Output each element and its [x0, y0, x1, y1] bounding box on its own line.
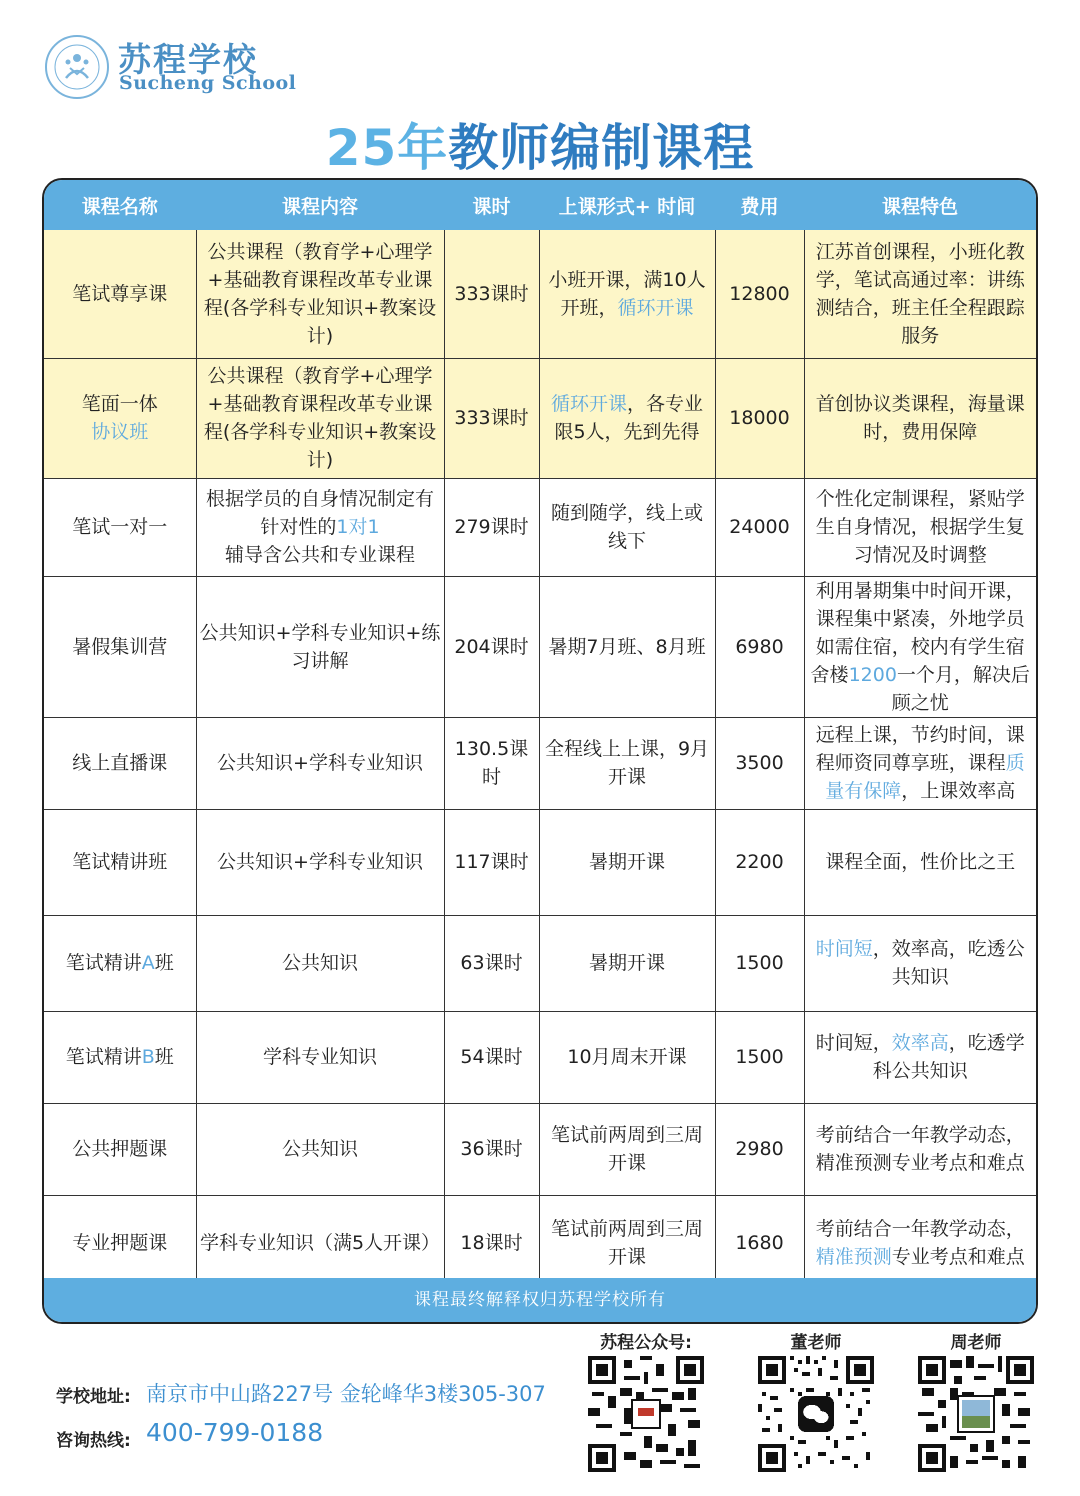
course-hours: 204课时 [444, 576, 539, 717]
course-content: 公共知识+学科专业知识+练习讲解 [196, 576, 444, 717]
course-content [196, 478, 444, 576]
feature-highlight: 时间短 [815, 938, 873, 960]
course-hours: 18课时 [444, 1195, 539, 1291]
table-row [44, 1011, 1036, 1103]
content-text: 辅导含公共和专业课程 [224, 544, 415, 566]
course-hours: 63课时 [444, 915, 539, 1011]
course-name [44, 358, 196, 478]
course-name: 专业押题课 [44, 1195, 196, 1291]
header-cell: 课程内容 [196, 180, 444, 230]
header-cell: 课时 [444, 180, 539, 230]
course-name: 公共押题课 [44, 1103, 196, 1195]
school-logo-icon [44, 34, 110, 100]
course-fee: 1680 [715, 1195, 804, 1291]
course-feature [804, 915, 1036, 1011]
course-fee: 1500 [715, 1011, 804, 1103]
course-feature [804, 576, 1036, 717]
header-cell: 课程名称 [44, 180, 196, 230]
feature-text: ，吃透学科公共知识 [872, 1032, 1025, 1082]
course-feature [804, 717, 1036, 809]
course-name [44, 915, 196, 1011]
course-content: 公共知识 [196, 1103, 444, 1195]
course-hours: 117课时 [444, 809, 539, 915]
course-format: 随到随学，线上或线下 [539, 478, 715, 576]
title-rest: 教师编制课程 [448, 119, 755, 177]
course-content: 公共课程（教育学+心理学+基础教育课程改革专业课程(各学科专业知识+教案设计) [196, 358, 444, 478]
name-text: 班 [154, 1046, 174, 1068]
header-cell: 课程特色 [804, 180, 1036, 230]
feature-highlight: 1200 [848, 663, 897, 686]
table-row [44, 1103, 1036, 1195]
address-label: 学校地址: [56, 1387, 131, 1407]
course-format: 全程线上上课，9月开课 [539, 717, 715, 809]
name-text: 笔试精讲 [65, 952, 142, 974]
course-name: 笔试尊享课 [44, 230, 196, 358]
course-content: 公共课程（教育学+心理学+基础教育课程改革专业课程(各学科专业知识+教案设计) [196, 230, 444, 358]
course-name: 暑假集训营 [44, 576, 196, 717]
content-highlight: 1对1 [336, 516, 380, 538]
table-row [44, 576, 1036, 717]
course-fee: 1500 [715, 915, 804, 1011]
name-text: 笔面一体 [81, 393, 158, 415]
course-format: 笔试前两周到三周开课 [539, 1195, 715, 1291]
course-format: 暑期开课 [539, 809, 715, 915]
feature-text: ，上课效率高 [901, 780, 1016, 802]
phone-value: 400-799-0188 [146, 1418, 324, 1447]
feature-text: 利用暑期集中时间开课，课程集中紧凑，外地学员如需住宿，校内有学生宿舍楼 [810, 579, 1025, 686]
qr-code-icon[interactable] [588, 1356, 704, 1472]
course-hours: 333课时 [444, 358, 539, 478]
course-fee: 2200 [715, 809, 804, 915]
course-name: 笔试一对一 [44, 478, 196, 576]
course-fee: 2980 [715, 1103, 804, 1195]
course-hours: 36课时 [444, 1103, 539, 1195]
course-name [44, 1011, 196, 1103]
page-title [0, 108, 1080, 180]
table-footer: 课程最终解释权归苏程学校所有 [44, 1278, 1036, 1322]
course-hours: 54课时 [444, 1011, 539, 1103]
course-content: 公共知识 [196, 915, 444, 1011]
course-table [42, 178, 1038, 1324]
course-hours: 130.5课时 [444, 717, 539, 809]
course-content: 学科专业知识 [196, 1011, 444, 1103]
feature-text: 时间短， [815, 1032, 892, 1054]
table-row [44, 358, 1036, 478]
qr-code-icon[interactable] [758, 1356, 874, 1472]
name-highlight: B [141, 1046, 155, 1068]
course-feature: 考前结合一年教学动态，精准预测专业考点和难点 [804, 1103, 1036, 1195]
course-content: 公共知识+学科专业知识 [196, 717, 444, 809]
feature-text: 远程上课，节约时间，课程师资同尊享班，课程 [815, 724, 1025, 774]
table-header-row [44, 180, 1036, 230]
feature-text: 专业考点和难点 [891, 1246, 1025, 1269]
qr-label-teacher2: 周老师 [950, 1333, 1002, 1353]
course-name: 线上直播课 [44, 717, 196, 809]
name-highlight: A [141, 952, 155, 974]
course-name: 笔试精讲班 [44, 809, 196, 915]
header-cell: 费用 [715, 180, 804, 230]
format-text: 小班开课，满10人开班， [548, 268, 706, 319]
course-feature: 课程全面，性价比之王 [804, 809, 1036, 915]
course-hours: 279课时 [444, 478, 539, 576]
format-highlight: 循环开课 [550, 393, 627, 415]
brand-name-en: Sucheng School [119, 72, 297, 94]
course-format: 暑期7月班、8月班 [539, 576, 715, 717]
course-feature [804, 1195, 1036, 1291]
address-value: 南京市中山路227号 金轮峰华3楼305-307 [146, 1382, 546, 1406]
title-year: 25年 [325, 119, 449, 177]
format-text: ，各专业限5人，先到先得 [554, 393, 704, 443]
table-row [44, 1195, 1036, 1291]
course-feature: 江苏首创课程，小班化教学，笔试高通过率：讲练测结合，班主任全程跟踪服务 [804, 230, 1036, 358]
course-format: 笔试前两周到三周开课 [539, 1103, 715, 1195]
course-fee: 12800 [715, 230, 804, 358]
course-fee: 6980 [715, 576, 804, 717]
format-highlight: 循环开课 [617, 296, 694, 319]
feature-text: 一个月，解决后顾之忧 [891, 663, 1030, 714]
table-row [44, 809, 1036, 915]
table-row [44, 717, 1036, 809]
course-fee: 3500 [715, 717, 804, 809]
feature-text: 考前结合一年教学动态， [815, 1218, 1025, 1241]
feature-highlight: 质量有保障 [825, 752, 1025, 802]
name-highlight: 协议班 [91, 421, 149, 443]
content-text: 根据学员的自身情况制定有针对性的 [205, 488, 434, 538]
name-text: 笔试精讲 [65, 1046, 142, 1068]
course-format: 10月周末开课 [539, 1011, 715, 1103]
table-row [44, 230, 1036, 358]
course-feature: 首创协议类课程，海量课时，费用保障 [804, 358, 1036, 478]
feature-highlight: 效率高 [891, 1032, 949, 1054]
course-format: 暑期开课 [539, 915, 715, 1011]
table-row [44, 915, 1036, 1011]
header-cell: 上课形式+ 时间 [539, 180, 715, 230]
course-feature [804, 1011, 1036, 1103]
course-feature: 个性化定制课程，紧贴学生自身情况，根据学生复习情况及时调整 [804, 478, 1036, 576]
phone-label: 咨询热线: [56, 1431, 131, 1451]
course-fee: 24000 [715, 478, 804, 576]
course-fee: 18000 [715, 358, 804, 478]
qr-label-teacher1: 董老师 [790, 1333, 842, 1353]
course-format [539, 358, 715, 478]
feature-highlight: 精准预测 [815, 1246, 892, 1269]
course-content: 学科专业知识（满5人开课） [196, 1195, 444, 1291]
qr-label-public: 苏程公众号: [600, 1333, 692, 1353]
name-text: 班 [154, 952, 174, 974]
qr-code-icon[interactable] [918, 1356, 1034, 1472]
course-format [539, 230, 715, 358]
feature-text: ，效率高，吃透公共知识 [872, 938, 1025, 988]
course-content: 公共知识+学科专业知识 [196, 809, 444, 915]
course-hours: 333课时 [444, 230, 539, 358]
brand-name-cn: 苏程学校 [118, 40, 258, 79]
table-row [44, 478, 1036, 576]
